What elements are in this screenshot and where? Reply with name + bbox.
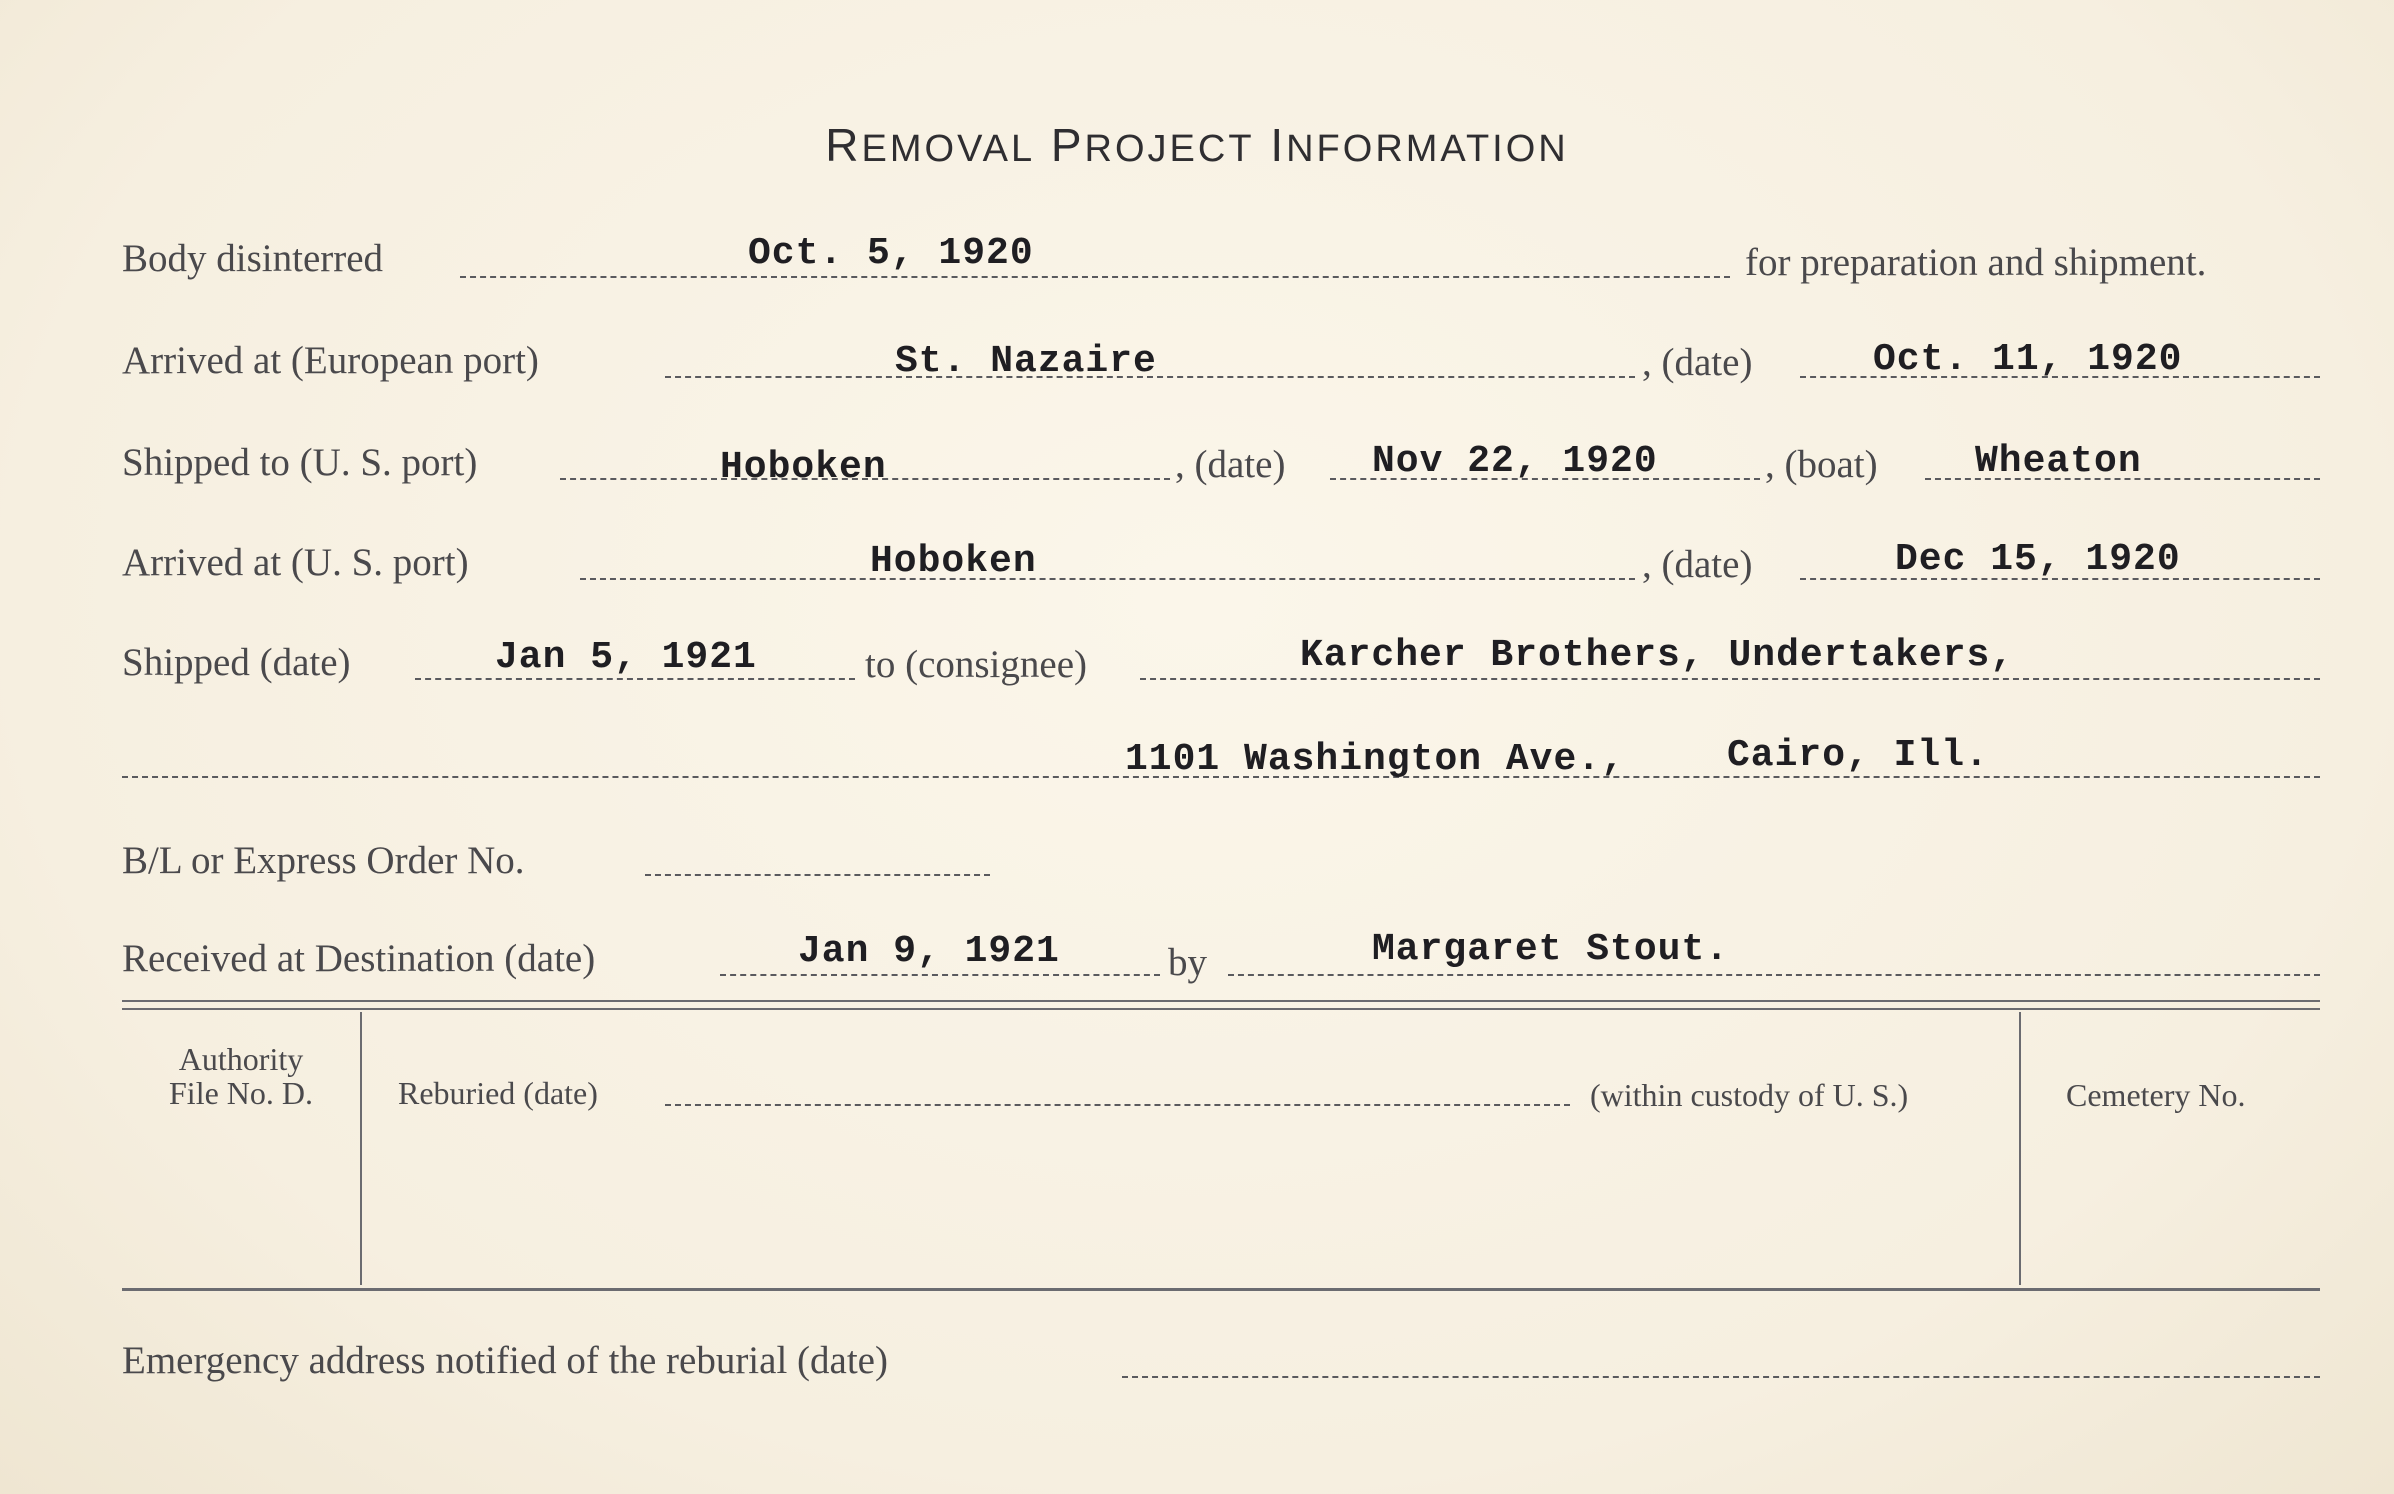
title-part: EMOVAL: [861, 128, 1036, 170]
shipped-date-label: Shipped (date): [122, 641, 351, 684]
boat-value: Wheaton: [1975, 440, 2142, 483]
box-top-rule: [122, 1008, 2320, 1010]
disinterred-date-value: Oct. 5, 1920: [748, 232, 1034, 275]
received-by-value: Margaret Stout.: [1372, 928, 1730, 971]
authority-line: File No. D.: [169, 1075, 313, 1111]
body-disinterred-label: Body disinterred: [122, 237, 384, 280]
title-part: P: [1050, 119, 1085, 171]
dotted-line: [1228, 974, 2320, 976]
arrived-date-label: , (date): [1642, 543, 1753, 586]
dotted-line: [645, 874, 990, 876]
dotted-line: [665, 1104, 1570, 1106]
cemetery-no-label: Cemetery No.: [2066, 1077, 2246, 1113]
arrived-us-port-value: Hoboken: [870, 540, 1037, 583]
shipped-to-us-port-label: Shipped to (U. S. port): [122, 441, 478, 484]
received-destination-label: Received at Destination (date): [122, 937, 596, 980]
title-part: I: [1270, 119, 1287, 171]
consignee-value: Karcher Brothers, Undertakers,: [1300, 634, 2015, 677]
box-divider: [2019, 1012, 2021, 1285]
shipped-date-value: Nov 22, 1920: [1372, 440, 1658, 483]
consignee-label: to (consignee): [865, 643, 1088, 686]
shipped-to-port-value: Hoboken: [720, 446, 887, 489]
arrived-date-value: Dec 15, 1920: [1895, 538, 2181, 581]
box-bottom-rule: [122, 1288, 2320, 1291]
dotted-line: [580, 578, 1635, 580]
received-date-value: Jan 9, 1921: [798, 930, 1060, 973]
received-by-label: by: [1168, 941, 1207, 984]
title-part: R: [825, 119, 862, 171]
preparation-shipment-label: for preparation and shipment.: [1745, 241, 2207, 284]
shipped-date-label: , (date): [1175, 443, 1286, 486]
european-port-label: Arrived at (European port): [122, 339, 539, 382]
title-part: ROJECT: [1084, 128, 1255, 170]
page-title: [0, 118, 2394, 172]
title-part: NFORMATION: [1286, 128, 1569, 170]
box-top-rule: [122, 1000, 2320, 1002]
shipped-date-value: Jan 5, 1921: [495, 636, 757, 679]
boat-label: , (boat): [1765, 443, 1878, 486]
consignee-city: Cairo, Ill.: [1727, 734, 1989, 777]
authority-file-label: [122, 1042, 360, 1110]
dotted-line: [460, 276, 1730, 278]
dotted-line: [1140, 678, 2320, 680]
dotted-line: [1122, 1376, 2320, 1378]
authority-line: Authority: [178, 1041, 304, 1077]
bl-express-order-label: B/L or Express Order No.: [122, 839, 525, 882]
dotted-line: [720, 974, 1160, 976]
european-date-value: Oct. 11, 1920: [1873, 338, 2183, 381]
european-date-label: , (date): [1642, 341, 1753, 384]
custody-label: (within custody of U. S.): [1590, 1077, 1909, 1113]
consignee-address: 1101 Washington Ave.,: [1125, 738, 1625, 781]
emergency-address-label: Emergency address notified of the reburial (date): [122, 1339, 888, 1382]
european-port-value: St. Nazaire: [895, 340, 1157, 383]
box-divider: [360, 1012, 362, 1285]
arrived-us-port-label: Arrived at (U. S. port): [122, 541, 469, 584]
reburied-date-label: Reburied (date): [398, 1075, 598, 1111]
